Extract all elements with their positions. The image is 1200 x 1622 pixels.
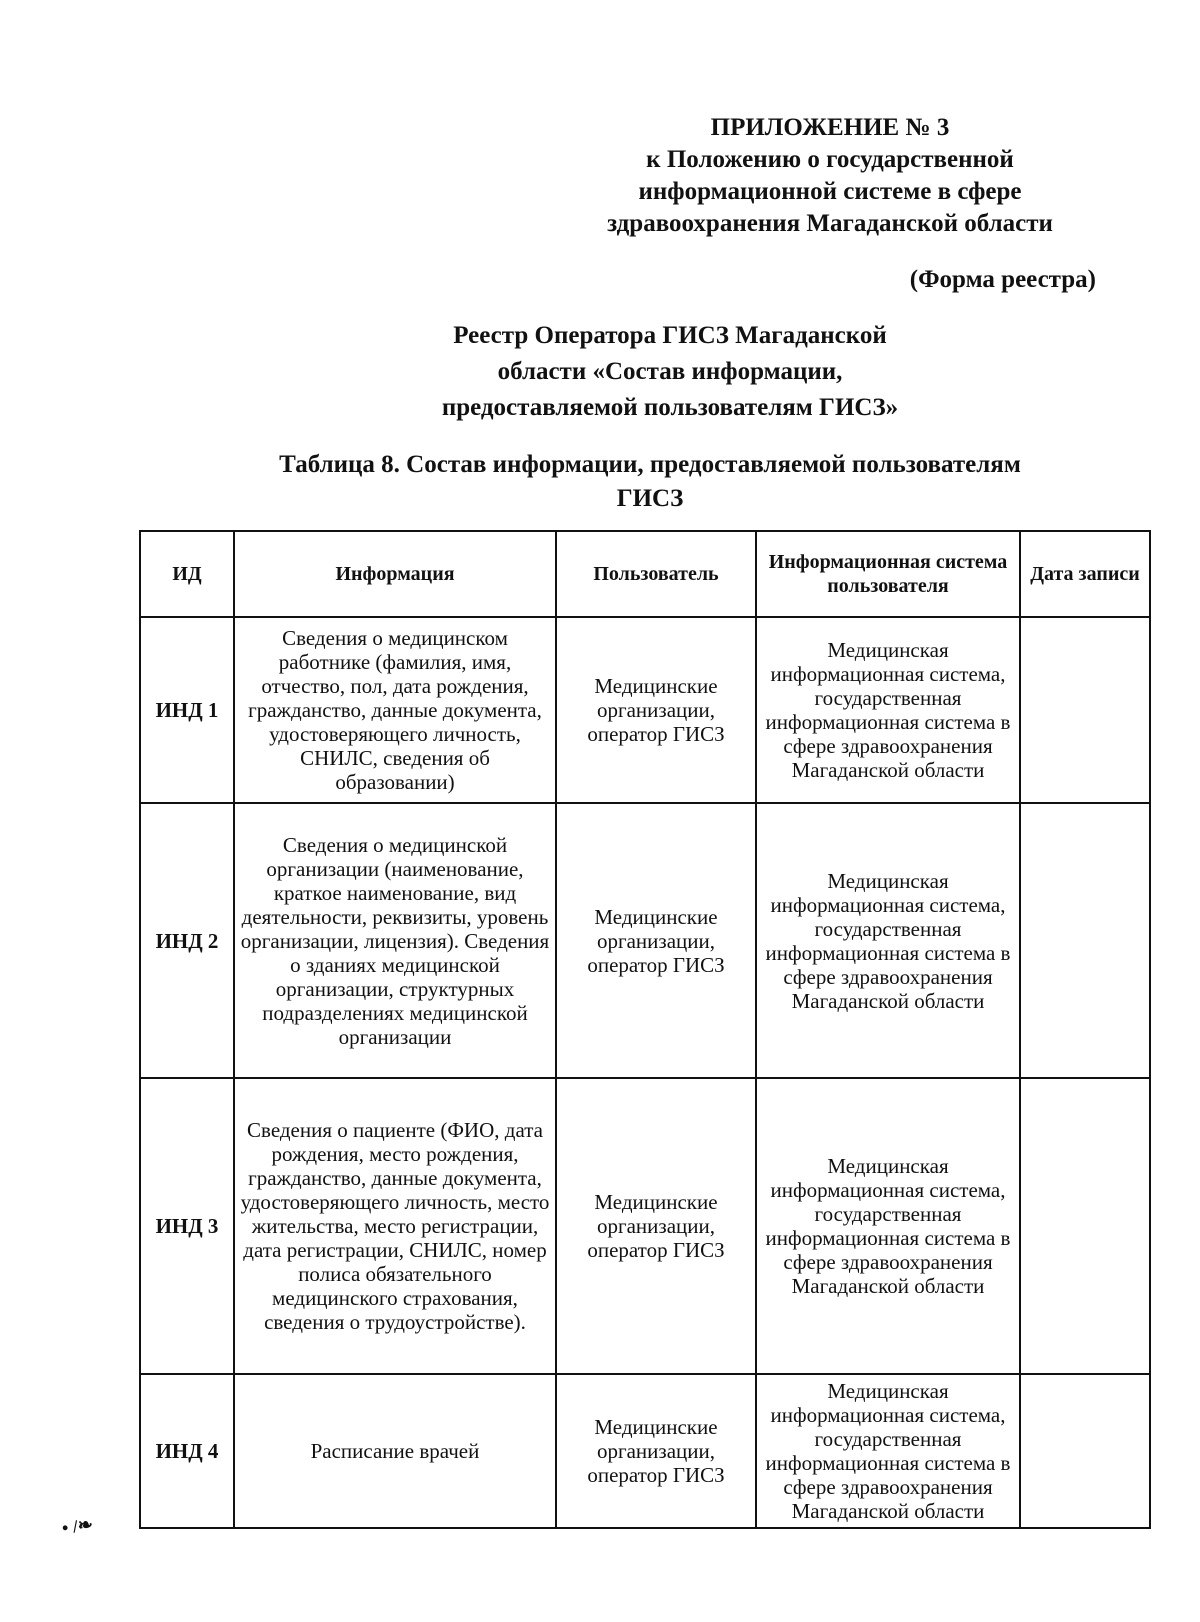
row-system: Медицинская информационная система, государственная информационная система в сфере здравоохранения Магаданской области — [756, 1078, 1020, 1374]
annex-number: ПРИЛОЖЕНИЕ № 3 — [710, 114, 950, 141]
annex-heading — [560, 112, 1100, 240]
annex-reference-line2: информационной системе в сфере — [638, 178, 1022, 205]
table-caption — [200, 448, 1100, 516]
row-id: ИНД 4 — [140, 1374, 234, 1528]
annex-reference-line3: здравоохранения Магаданской области — [607, 210, 1053, 237]
registry-table — [139, 530, 1151, 1529]
header-user: Пользователь — [556, 531, 756, 617]
header-system: Информационная система пользователя — [756, 531, 1020, 617]
row-system: Медицинская информационная система, государственная информационная система в сфере здравоохранения Магаданской области — [756, 1374, 1020, 1528]
table-caption-line1: Таблица 8. Состав информации, предоставляемой пользователям — [279, 451, 1021, 478]
registry-title-line3: предоставляемой пользователям ГИСЗ» — [441, 394, 899, 421]
row-date — [1020, 803, 1150, 1078]
table-row — [140, 617, 1150, 803]
row-user: Медицинские организации, оператор ГИСЗ — [556, 1078, 756, 1374]
row-user: Медицинские организации, оператор ГИСЗ — [556, 1374, 756, 1528]
registry-title-line2: области «Состав информации, — [497, 358, 843, 385]
row-user: Медицинские организации, оператор ГИСЗ — [556, 617, 756, 803]
row-date — [1020, 617, 1150, 803]
row-system: Медицинская информационная система, государственная информационная система в сфере здравоохранения Магаданской области — [756, 803, 1020, 1078]
row-date — [1020, 1374, 1150, 1528]
row-id: ИНД 3 — [140, 1078, 234, 1374]
registry-title — [400, 318, 940, 426]
form-label: (Форма реестра) — [909, 266, 1096, 293]
table-caption-line2: ГИСЗ — [616, 485, 684, 512]
row-info: Сведения о медицинской организации (наименование, краткое наименование, вид деятельности, реквизиты, уровень организации, лицензия). Сведения о зданиях медицинской организации, структурных подразделениях медицинской организации — [234, 803, 556, 1078]
registry-title-line1: Реестр Оператора ГИСЗ Магаданской — [453, 322, 887, 349]
table-header-row — [140, 531, 1150, 617]
table-row — [140, 803, 1150, 1078]
header-date: Дата записи — [1020, 531, 1150, 617]
scan-mark: • /❧ — [60, 1513, 95, 1539]
row-system: Медицинская информационная система, государственная информационная система в сфере здравоохранения Магаданской области — [756, 617, 1020, 803]
header-info: Информация — [234, 531, 556, 617]
row-id: ИНД 2 — [140, 803, 234, 1078]
row-date — [1020, 1078, 1150, 1374]
annex-reference-line1: к Положению о государственной — [646, 146, 1014, 173]
row-info: Сведения о медицинском работнике (фамилия, имя, отчество, пол, дата рождения, гражданство, данные документа, удостоверяющего личность, СНИЛС, сведения об образовании) — [234, 617, 556, 803]
table-row — [140, 1374, 1150, 1528]
row-user: Медицинские организации, оператор ГИСЗ — [556, 803, 756, 1078]
row-info: Сведения о пациенте (ФИО, дата рождения, место рождения, гражданство, данные документа, удостоверяющего личность, место жительства, место регистрации, дата регистрации, СНИЛС, номер полиса обязательного медицинского страхования, сведения о трудоустройстве). — [234, 1078, 556, 1374]
row-id: ИНД 1 — [140, 617, 234, 803]
header-id: ИД — [140, 531, 234, 617]
row-info: Расписание врачей — [234, 1374, 556, 1528]
table-row — [140, 1078, 1150, 1374]
